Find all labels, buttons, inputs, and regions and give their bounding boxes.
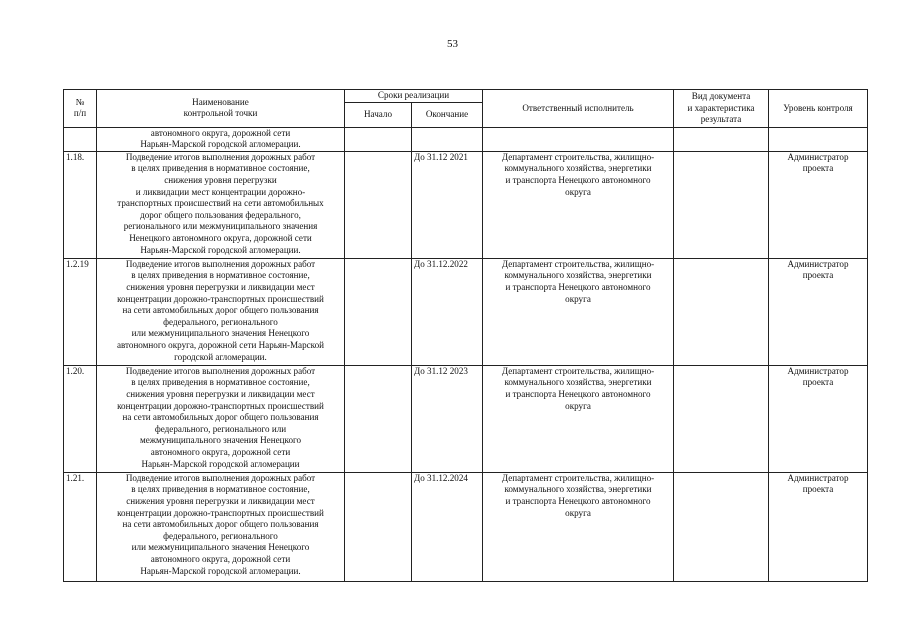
cell-start (345, 472, 412, 581)
header-start: Начало (345, 102, 412, 127)
page-number: 53 (447, 38, 458, 50)
cell-responsible: Департамент строительства, жилищно- коммунального хозяйства, энергетики и транспорта Ненецкого автономного округа (483, 151, 674, 258)
cell-control: Администратор проекта (769, 258, 868, 365)
cell-num (64, 127, 97, 151)
cell-responsible: Департамент строительства, жилищно- коммунального хозяйства, энергетики и транспорта Ненецкого автономного округа (483, 472, 674, 581)
cell-doc-type (674, 472, 769, 581)
cell-doc-type (674, 151, 769, 258)
cell-name: Подведение итогов выполнения дорожных работ в целях приведения в нормативное состояние, снижения уровня перегрузки и ликвидации мест концентрации дорожно-транспортных происшествий на сети автомобильных дорог общего пользования федерального, регионального или межмуниципального значения Ненецкого автономного округа, дорожной сети Нарьян-Марской городской агломерации. (97, 258, 345, 365)
header-control: Уровень контроля (769, 90, 868, 128)
control-points-table (63, 89, 868, 582)
cell-num: 1.2.19 (64, 258, 97, 365)
header-deadlines: Сроки реализации (345, 90, 483, 103)
cell-doc-type (674, 365, 769, 472)
cell-num: 1.18. (64, 151, 97, 258)
cell-start (345, 127, 412, 151)
table-row (64, 151, 868, 258)
cell-name: Подведение итогов выполнения дорожных работ в целях приведения в нормативное состояние, снижения уровня перегрузки и ликвидации мест концентрации дорожно- транспортных происшествий на сети автомобильных дорог общего пользования федерального, регионального или межмуниципального значения Ненецкого автономного округа, дорожной сети Нарьян-Марской городской агломерации. (97, 151, 345, 258)
cell-start (345, 258, 412, 365)
cell-name: Подведение итогов выполнения дорожных работ в целях приведения в нормативное состояние, снижения уровня перегрузки и ликвидации мест концентрации дорожно-транспортных происшествий на сети автомобильных дорог общего пользования федерального, регионального или межмуниципального значения Ненецкого автономного округа, дорожной сети Нарьян-Марской городской агломерации. (97, 472, 345, 581)
cell-start (345, 151, 412, 258)
cell-control: Администратор проекта (769, 472, 868, 581)
cell-control: Администратор проекта (769, 365, 868, 472)
cell-end: До 31.12.2022 (412, 258, 483, 365)
header-row-top (64, 90, 868, 103)
header-doc-type: Вид документа и характеристика результата (674, 90, 769, 128)
cell-end: До 31.12 2021 (412, 151, 483, 258)
cell-doc-type (674, 127, 769, 151)
cell-num: 1.20. (64, 365, 97, 472)
cell-name: Подведение итогов выполнения дорожных работ в целях приведения в нормативное состояние, снижения уровня перегрузки и ликвидации мест концентрации дорожно-транспортных происшествий на сети автомобильных дорог общего пользования федерального, регионального или межмуниципального значения Ненецкого автономного округа, дорожной сети Нарьян-Марской городской агломерации (97, 365, 345, 472)
header-name: Наименование контрольной точки (97, 90, 345, 128)
cell-name: автономного округа, дорожной сети Нарьян-Марской городской агломерации. (97, 127, 345, 151)
table-row (64, 472, 868, 581)
cell-responsible (483, 127, 674, 151)
cell-control: Администратор проекта (769, 151, 868, 258)
cell-end: До 31.12.2024 (412, 472, 483, 581)
table-row (64, 258, 868, 365)
cell-end: До 31.12 2023 (412, 365, 483, 472)
table-row (64, 365, 868, 472)
cell-responsible: Департамент строительства, жилищно- коммунального хозяйства, энергетики и транспорта Ненецкого автономного округа (483, 258, 674, 365)
table-row-continuation (64, 127, 868, 151)
cell-control (769, 127, 868, 151)
cell-num: 1.21. (64, 472, 97, 581)
cell-responsible: Департамент строительства, жилищно- коммунального хозяйства, энергетики и транспорта Ненецкого автономного округа (483, 365, 674, 472)
cell-doc-type (674, 258, 769, 365)
header-responsible: Ответственный исполнитель (483, 90, 674, 128)
cell-end (412, 127, 483, 151)
header-end: Окончание (412, 102, 483, 127)
header-num: № п/п (64, 90, 97, 128)
cell-start (345, 365, 412, 472)
